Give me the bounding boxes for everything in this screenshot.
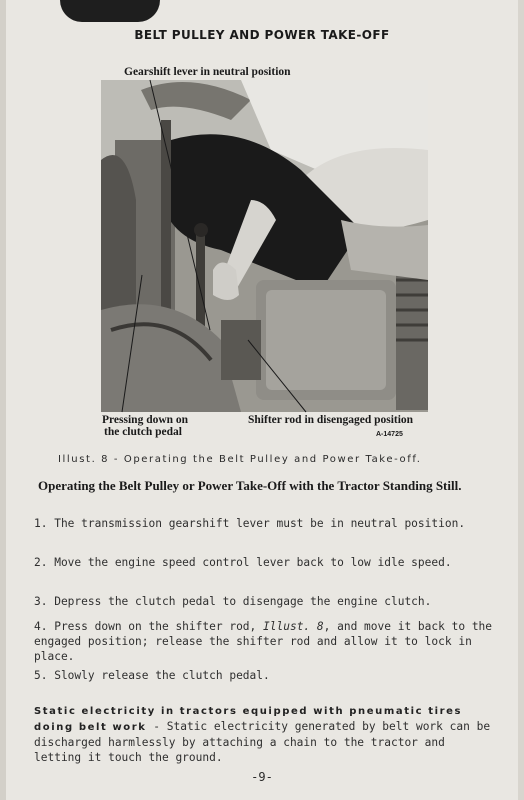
callout-clutch	[102, 414, 188, 438]
callout-clutch-line1: Pressing down on	[102, 414, 189, 426]
step-4	[34, 619, 496, 664]
illustration-ref-number: A-14725	[376, 431, 403, 438]
illustration-caption: Illust. 8 - Operating the Belt Pulley and Power Take-off.	[58, 454, 422, 465]
tractor-photo	[101, 80, 428, 412]
note-text: - Static electricity generated by belt work can be discharged harmlessly by attaching a chain to the tractor and letting it touch the ground.	[34, 720, 491, 764]
step-4-text-after: , and move it back to the engaged position; release the shifter rod and allow it to lock in place.	[34, 620, 493, 663]
callout-shifter: Shifter rod in disengaged position	[248, 414, 414, 426]
ink-blot	[60, 0, 160, 22]
page-edge-right	[518, 0, 524, 800]
note-bold-lead: Static electricity in tractors equipped with pneumatic tires doing belt work	[34, 706, 463, 733]
section-heading: Operating the Belt Pulley or Power Take-Off with the Tractor Standing Still.	[38, 478, 462, 493]
step-1: 1. The transmission gearshift lever must be in neutral position.	[34, 517, 466, 530]
static-electricity-note	[34, 703, 496, 765]
page-title: BELT PULLEY AND POWER TAKE-OFF	[134, 28, 390, 42]
page-edge	[0, 0, 6, 800]
step-2: 2. Move the engine speed control lever back to low idle speed.	[34, 556, 452, 569]
callout-gearshift: Gearshift lever in neutral position	[124, 66, 291, 78]
page-number: -9-	[251, 770, 273, 784]
callout-clutch-line2: the clutch pedal	[104, 426, 182, 438]
step-3: 3. Depress the clutch pedal to disengage the engine clutch.	[34, 595, 432, 608]
step-4-text-before: 4. Press down on the shifter rod,	[34, 620, 264, 633]
step-4-illustration-ref: Illust. 8	[263, 620, 324, 633]
step-5: 5. Slowly release the clutch pedal.	[34, 669, 270, 682]
